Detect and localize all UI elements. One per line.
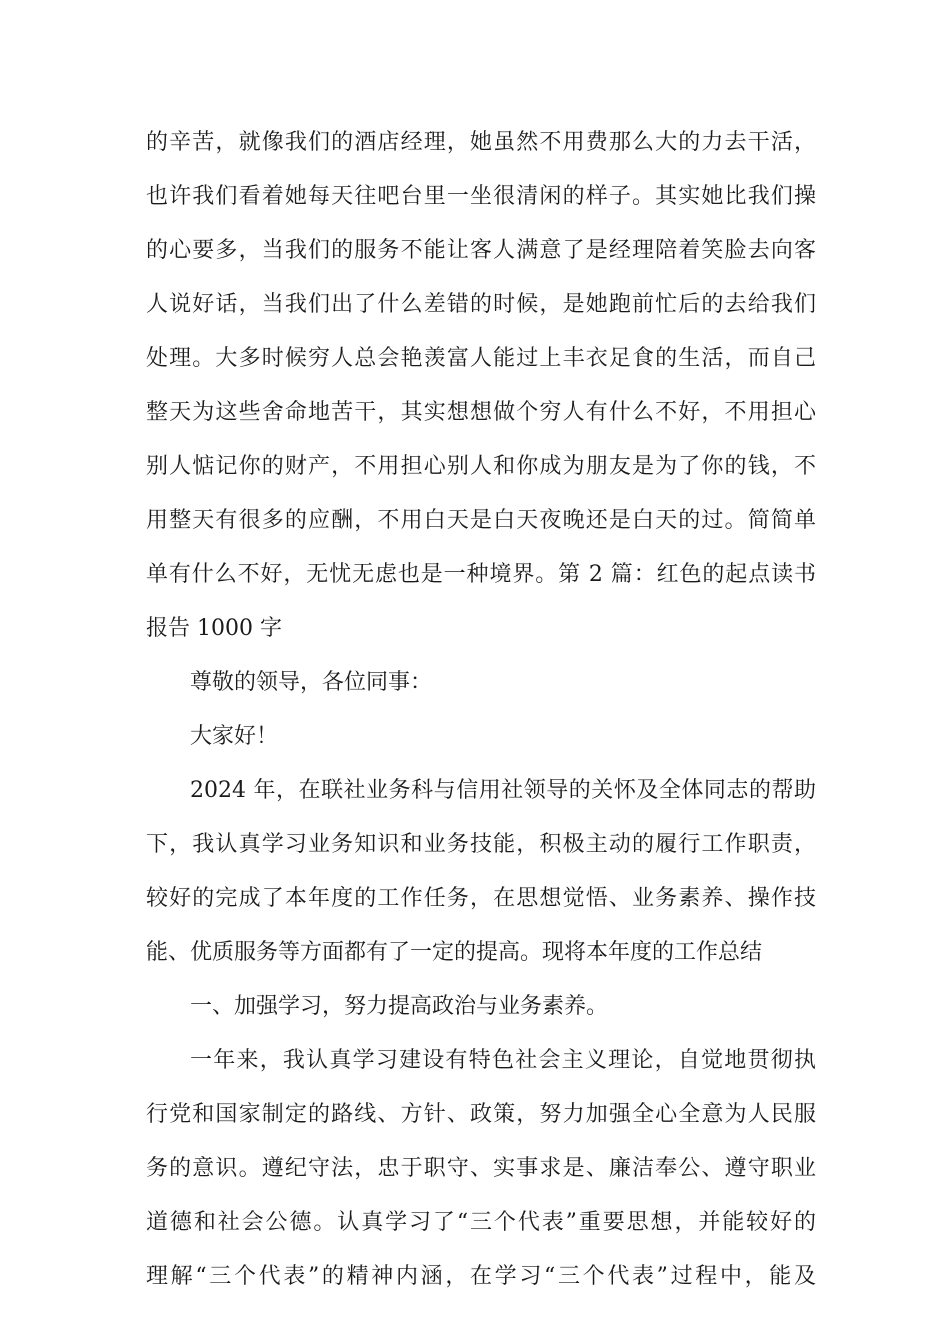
salutation: 尊敬的领导，各位同事： xyxy=(190,670,433,695)
text-line: 报告 1000 字 xyxy=(146,616,282,641)
text-line: 务的意识。遵纪守法，忠于职守、实事求是、廉洁奉公、遵守职业 xyxy=(146,1156,816,1181)
text-line: 的心要多，当我们的服务不能让客人满意了是经理陪着笑脸去向客 xyxy=(146,238,816,263)
text-line: 能、优质服务等方面都有了一定的提高。现将本年度的工作总结 xyxy=(146,940,763,965)
text-line: 下，我认真学习业务知识和业务技能，积极主动的履行工作职责， xyxy=(146,832,816,857)
paragraph-start-line: 2024 年，在联社业务科与信用社领导的关怀及全体同志的帮助 xyxy=(190,778,816,803)
section-heading: 一、加强学习，努力提高政治与业务素养。 xyxy=(190,994,609,1019)
text-line: 理解“三个代表”的精神内涵，在学习“三个代表”过程中，能及 xyxy=(146,1264,816,1289)
text-line: 整天为这些舍命地苦干，其实想想做个穷人有什么不好，不用担心 xyxy=(146,400,816,425)
text-line: 用整天有很多的应酬，不用白天是白天夜晚还是白天的过。简简单 xyxy=(146,508,816,533)
text-line: 的辛苦，就像我们的酒店经理，她虽然不用费那么大的力去干活， xyxy=(146,130,816,155)
text-line: 单有什么不好，无忧无虑也是一种境界。第 2 篇：红色的起点读书 xyxy=(146,562,816,587)
text-line: 道德和社会公德。认真学习了“三个代表”重要思想，并能较好的 xyxy=(146,1210,816,1235)
text-line: 别人惦记你的财产，不用担心别人和你成为朋友是为了你的钱，不 xyxy=(146,454,816,479)
text-line: 行党和国家制定的路线、方针、政策，努力加强全心全意为人民服 xyxy=(146,1102,816,1127)
paragraph-start-line: 一年来，我认真学习建设有特色社会主义理论，自觉地贯彻执 xyxy=(190,1048,816,1073)
text-line: 处理。大多时候穷人总会艳羡富人能过上丰衣足食的生活，而自己 xyxy=(146,346,816,371)
greeting: 大家好！ xyxy=(190,724,279,749)
text-line: 也许我们看着她每天往吧台里一坐很清闲的样子。其实她比我们操 xyxy=(146,184,816,209)
text-line: 较好的完成了本年度的工作任务，在思想觉悟、业务素养、操作技 xyxy=(146,886,816,911)
text-line: 人说好话，当我们出了什么差错的时候，是她跑前忙后的去给我们 xyxy=(146,292,816,317)
